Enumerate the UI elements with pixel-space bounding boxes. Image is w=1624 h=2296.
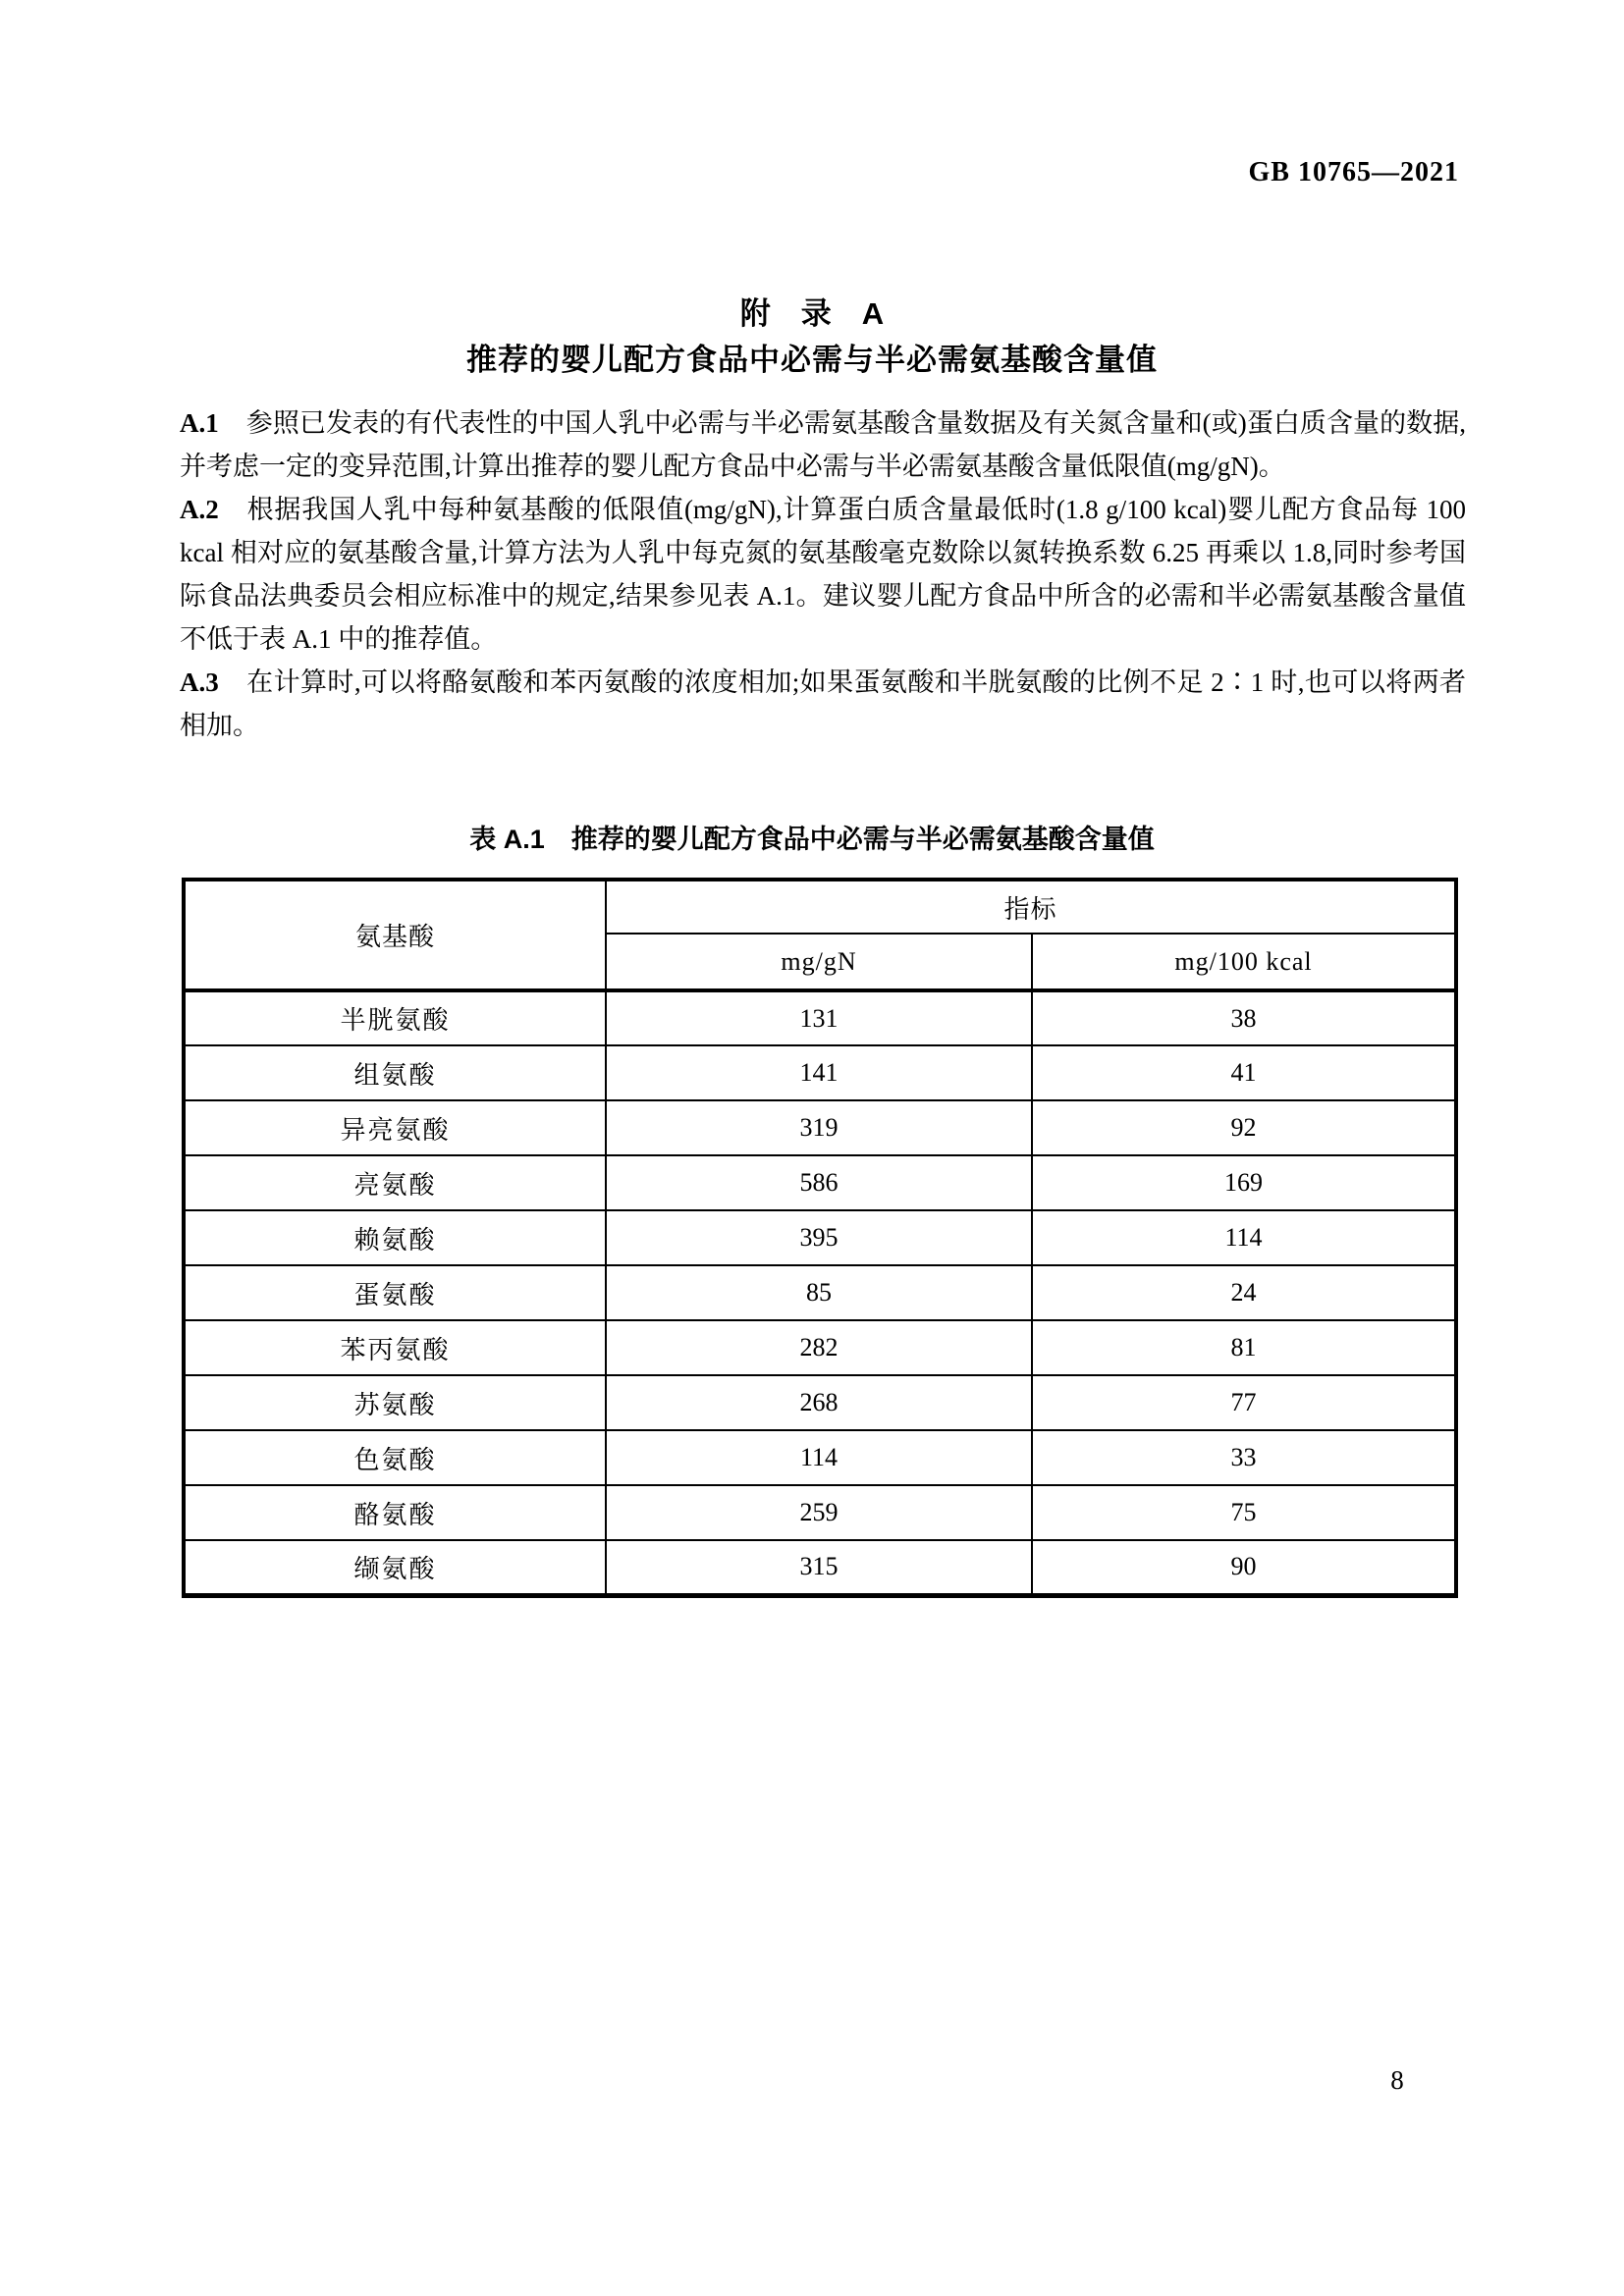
appendix-subtitle: 推荐的婴儿配方食品中必需与半必需氨基酸含量值	[466, 343, 1158, 377]
section-a3	[180, 661, 1466, 747]
value-mg-gn: 141	[606, 1045, 1032, 1100]
table-row	[184, 1265, 1456, 1320]
value-mg-gn: 395	[606, 1210, 1032, 1265]
amino-acid-name: 缬氨酸	[184, 1540, 606, 1595]
table-header-group-row	[184, 880, 1456, 934]
value-mg-gn: 131	[606, 990, 1032, 1045]
section-a1	[180, 401, 1466, 488]
value-mg-100kcal: 77	[1032, 1375, 1456, 1430]
value-mg-gn: 114	[606, 1430, 1032, 1485]
header-unit-mg-100kcal: mg/100 kcal	[1032, 934, 1456, 990]
table-row	[184, 1320, 1456, 1375]
value-mg-100kcal: 92	[1032, 1100, 1456, 1155]
section-a3-label: A.3	[180, 667, 219, 697]
table-row	[184, 1375, 1456, 1430]
standard-code: GB 10765—2021	[1248, 157, 1459, 187]
value-mg-gn: 282	[606, 1320, 1032, 1375]
value-mg-100kcal: 38	[1032, 990, 1456, 1045]
value-mg-gn: 319	[606, 1100, 1032, 1155]
amino-acid-name: 异亮氨酸	[184, 1100, 606, 1155]
table-row	[184, 990, 1456, 1045]
amino-acid-name: 半胱氨酸	[184, 990, 606, 1045]
section-a1-text: 参照已发表的有代表性的中国人乳中必需与半必需氨基酸含量数据及有关氮含量和(或)蛋白质含量的数据,并考虑一定的变异范围,计算出推荐的婴儿配方食品中必需与半必需氨基酸含量低限值(mg/gN)。	[180, 408, 1466, 481]
value-mg-100kcal: 169	[1032, 1155, 1456, 1210]
amino-acid-name: 酪氨酸	[184, 1485, 606, 1540]
table-row	[184, 1430, 1456, 1485]
value-mg-100kcal: 90	[1032, 1540, 1456, 1595]
header-unit-mg-gn: mg/gN	[606, 934, 1032, 990]
amino-acid-name: 蛋氨酸	[184, 1265, 606, 1320]
amino-acid-name: 苏氨酸	[184, 1375, 606, 1430]
page-number: 8	[1390, 2065, 1404, 2095]
amino-acid-name: 亮氨酸	[184, 1155, 606, 1210]
amino-acid-name: 组氨酸	[184, 1045, 606, 1100]
value-mg-100kcal: 81	[1032, 1320, 1456, 1375]
value-mg-gn: 315	[606, 1540, 1032, 1595]
value-mg-gn: 259	[606, 1485, 1032, 1540]
table-row	[184, 1485, 1456, 1540]
value-mg-gn: 268	[606, 1375, 1032, 1430]
amino-acid-table	[182, 878, 1458, 1598]
amino-acid-name: 赖氨酸	[184, 1210, 606, 1265]
body-paragraphs	[180, 401, 1466, 747]
amino-acid-name: 苯丙氨酸	[184, 1320, 606, 1375]
header-amino-acid: 氨基酸	[184, 880, 606, 990]
value-mg-100kcal: 33	[1032, 1430, 1456, 1485]
value-mg-100kcal: 24	[1032, 1265, 1456, 1320]
amino-acid-name: 色氨酸	[184, 1430, 606, 1485]
table-row	[184, 1155, 1456, 1210]
table-row	[184, 1540, 1456, 1595]
header-indicator: 指标	[606, 880, 1456, 934]
table-caption: 表 A.1 推荐的婴儿配方食品中必需与半必需氨基酸含量值	[469, 825, 1155, 854]
section-a2	[180, 488, 1466, 661]
section-a3-text: 在计算时,可以将酪氨酸和苯丙氨酸的浓度相加;如果蛋氨酸和半胱氨酸的比例不足 2∶1 时,也可以将两者相加。	[180, 667, 1466, 740]
section-a1-label: A.1	[180, 408, 219, 438]
value-mg-gn: 586	[606, 1155, 1032, 1210]
section-a2-text: 根据我国人乳中每种氨基酸的低限值(mg/gN),计算蛋白质含量最低时(1.8 g/100 kcal)婴儿配方食品每 100 kcal 相对应的氨基酸含量,计算方法为人乳中每克氮的氨基酸毫克数除以氮转换系数 6.25 再乘以 1.8,同时参考国际食品法典委员会相应标准中的规定,结果参见表 A.1。建议婴儿配方食品中所含的必需和半必需氨基酸含量值不低于表 A.1 中的推荐值。	[180, 495, 1466, 654]
table-row	[184, 1210, 1456, 1265]
value-mg-100kcal: 75	[1032, 1485, 1456, 1540]
appendix-title: 附 录 A	[739, 296, 885, 331]
table-row	[184, 1100, 1456, 1155]
value-mg-gn: 85	[606, 1265, 1032, 1320]
table-row	[184, 1045, 1456, 1100]
value-mg-100kcal: 41	[1032, 1045, 1456, 1100]
section-a2-label: A.2	[180, 495, 219, 524]
value-mg-100kcal: 114	[1032, 1210, 1456, 1265]
